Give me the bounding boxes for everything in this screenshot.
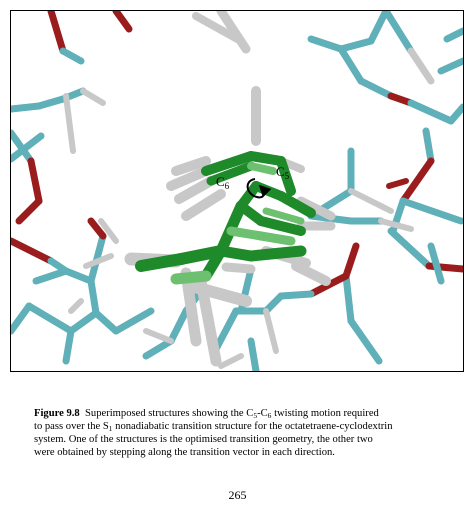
bond-27 — [403, 201, 461, 221]
bond-55 — [91, 281, 96, 313]
bond-104 — [231, 231, 261, 236]
bond-68 — [441, 61, 463, 71]
bond-1 — [63, 51, 81, 61]
molecule-render — [11, 11, 463, 371]
bond-24 — [426, 131, 431, 161]
caption-line-4: were obtained by stepping along the transition vector in each direction. — [34, 447, 335, 458]
atom-label-c5: $C_5$ — [276, 164, 290, 181]
bond-35 — [391, 231, 429, 266]
bond-15 — [341, 41, 371, 49]
caption-line-1: Figure 9.8 Superimposed structures showing the $C_5-C_6$ twisting motion required — [34, 408, 379, 420]
bond-2 — [116, 11, 129, 29]
bond-61 — [51, 261, 66, 271]
figure-caption — [34, 407, 434, 459]
bond-46 — [251, 341, 256, 371]
bond-85 — [226, 267, 251, 269]
bond-101 — [141, 259, 181, 266]
bond-8 — [83, 91, 103, 103]
bond-64 — [116, 311, 151, 331]
bond-23 — [451, 107, 463, 121]
page-number: 265 — [228, 488, 247, 502]
bond-19 — [371, 11, 386, 41]
bond-40 — [351, 321, 379, 361]
bond-0 — [51, 11, 63, 51]
bond-70 — [11, 306, 29, 331]
bond-99 — [251, 251, 301, 256]
molecular-structure-figure — [10, 10, 464, 372]
bond-14 — [311, 39, 341, 49]
bond-47 — [221, 356, 241, 366]
bond-20 — [386, 11, 411, 51]
bond-58 — [66, 271, 91, 281]
bond-39 — [346, 276, 351, 321]
bond-59 — [36, 271, 66, 281]
bond-31 — [389, 181, 406, 186]
bond-51 — [146, 341, 171, 356]
bond-63 — [66, 331, 71, 361]
bond-65 — [71, 301, 81, 311]
figure-label: Figure 9.8 — [34, 408, 80, 419]
bond-52 — [146, 331, 171, 341]
bond-54 — [96, 313, 116, 331]
caption-line-3: system. One of the structures is the optimised transition geometry, the other two — [34, 434, 373, 445]
bond-6 — [39, 99, 63, 106]
caption-line-2: to pass over the $S_1$ nonadiabatic transition structure for the octatetraene-cyclodextrin — [34, 421, 393, 433]
bond-105 — [261, 236, 291, 241]
bond-5 — [11, 106, 39, 109]
bond-60 — [11, 241, 51, 261]
bond-48 — [266, 311, 276, 351]
bond-91 — [251, 166, 273, 171]
bond-69 — [447, 31, 463, 39]
bond-12 — [31, 161, 39, 201]
bond-38 — [346, 246, 356, 276]
atom-label-c6: $C_6$ — [216, 174, 230, 191]
bond-50 — [171, 311, 186, 341]
bond-34 — [381, 221, 411, 229]
bond-17 — [361, 81, 391, 96]
bond-103 — [176, 276, 206, 279]
bond-16 — [341, 49, 361, 81]
bond-37 — [431, 246, 441, 281]
bond-21 — [411, 51, 431, 81]
bond-22 — [411, 103, 451, 121]
bond-53 — [71, 313, 96, 331]
bond-9 — [66, 96, 73, 151]
bond-79 — [296, 266, 326, 281]
bond-62 — [29, 306, 71, 331]
bond-13 — [19, 201, 39, 221]
bond-30 — [351, 191, 391, 211]
bond-45 — [216, 311, 236, 349]
bond-42 — [281, 294, 311, 296]
